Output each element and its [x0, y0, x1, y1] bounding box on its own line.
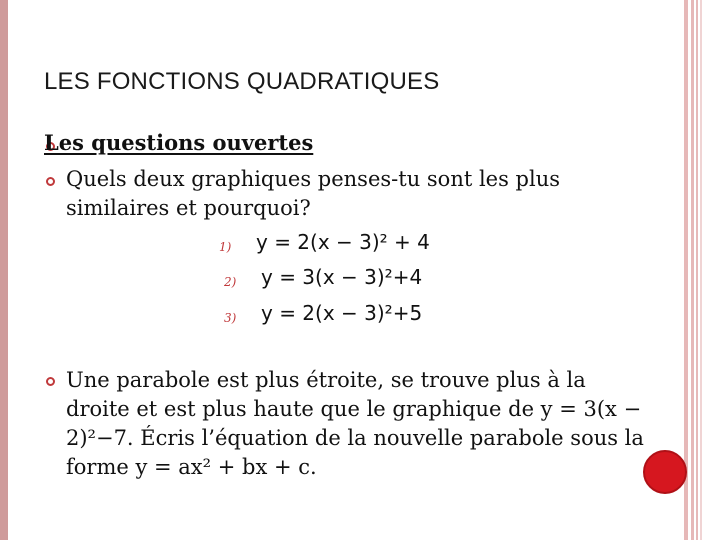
equation-3: y = 2(x − 3)²+5	[261, 301, 423, 325]
equation-number: 1)	[219, 240, 232, 254]
equation-number: 3)	[224, 311, 237, 325]
right-border-line	[684, 0, 688, 540]
bullet-icon	[46, 177, 55, 186]
equation-2: y = 3(x − 3)²+4	[261, 265, 423, 289]
section-heading: Les questions ouvertes	[44, 130, 314, 155]
right-border-line	[700, 0, 702, 540]
slide-title: LES FONCTIONS QUADRATIQUES	[44, 68, 440, 95]
right-border-line	[696, 0, 698, 540]
bullet-icon	[46, 377, 55, 386]
question-1-text: Quels deux graphiques penses-tu sont les plus similaires et pourquoi?	[66, 167, 561, 220]
question-2-text: Une parabole est plus étroite, se trouve plus à la droite et est plus haute que le graphique de y = 3(x − 2)²−7. Écris l’équation de la nouvelle parabole sous la forme y = ax² + bx + c.	[66, 368, 644, 479]
right-border-line	[691, 0, 694, 540]
equation-1: y = 2(x − 3)² + 4	[256, 230, 430, 254]
equation-number: 2)	[224, 275, 237, 289]
record-button-icon[interactable]	[643, 450, 687, 494]
left-border-rail	[0, 0, 8, 540]
